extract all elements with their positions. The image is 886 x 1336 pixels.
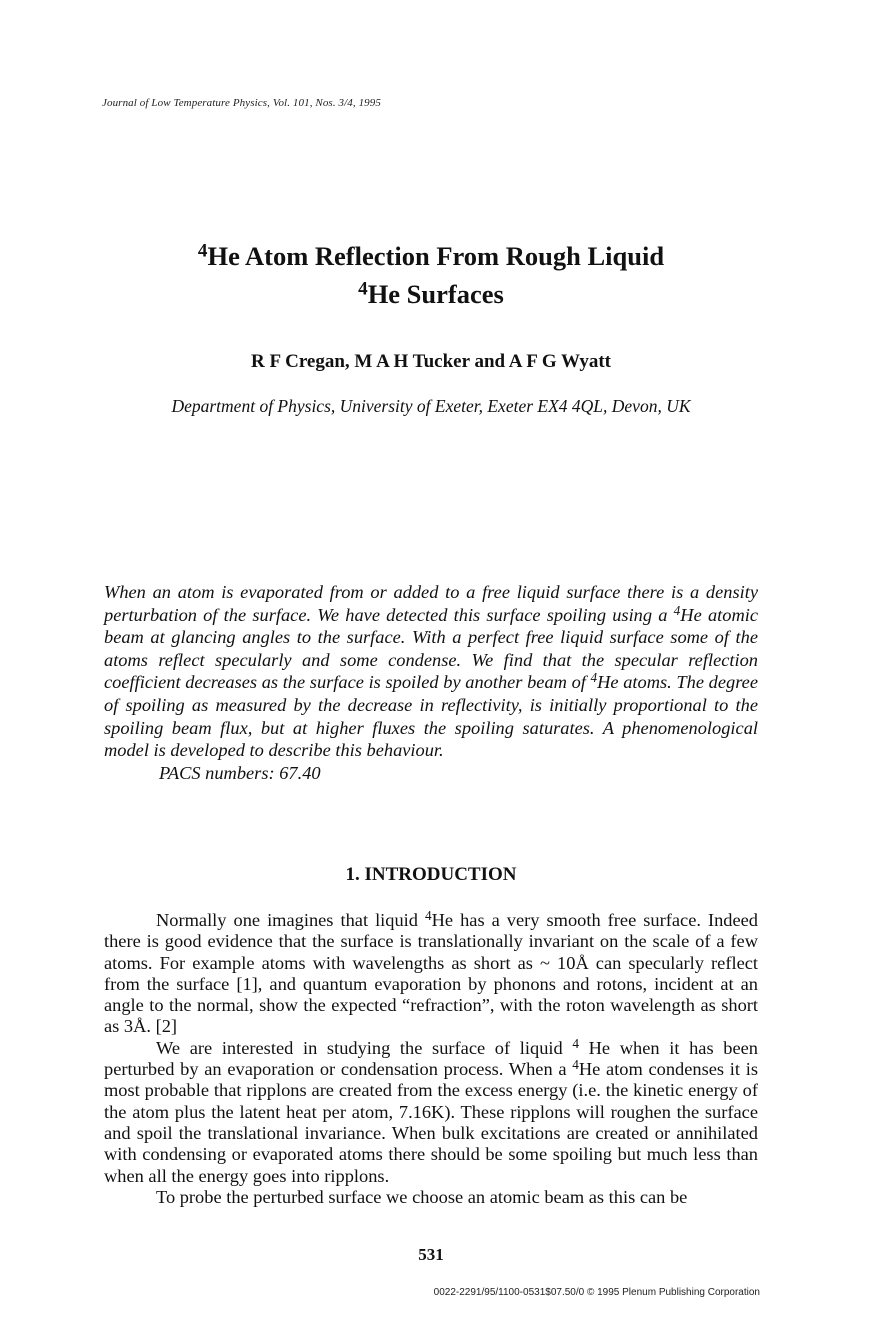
paragraph-text: He has a very smooth free surface. Indeed there is good evidence that the surface is translationally invariant on the scale of a few atoms. For example atoms with wavelengths as short as ~ 10Å can specularly reflect from the surface [1], and quantum evaporation by phonons and rotons, incident at an angle to the normal, show the expected “refraction”, with the roton wavelength as short as 3Å. [2] <box>104 910 759 1037</box>
superscript: 4 <box>425 908 432 924</box>
affiliation: Department of Physics, University of Exeter, Exeter EX4 4QL, Devon, UK <box>171 396 691 416</box>
page-number: 531 <box>418 1245 444 1264</box>
journal-citation: Journal of Low Temperature Physics, Vol. 101, Nos. 3/4, 1995 <box>102 97 381 109</box>
paragraph-text: Normally one imagines that liquid <box>156 910 426 930</box>
abstract-text: When an atom is evaporated from or added to a free liquid surface there is a density perturbation of the surface. We have detected this surface spoiling using a <box>104 582 758 625</box>
title-line-2 <box>0 275 862 313</box>
title-superscript: 4 <box>358 278 368 300</box>
paper-title <box>0 237 862 313</box>
paragraph-text: He when it has been perturbed by an evaporation or condensation process. When a <box>104 1037 759 1080</box>
title-text: He Atom Reflection From Rough Liquid <box>207 241 665 271</box>
paragraph-text: We are interested in studying the surface of liquid <box>156 1037 573 1058</box>
superscript: 4 <box>572 1035 579 1051</box>
paragraph <box>104 910 758 1038</box>
title-superscript: 4 <box>197 240 208 262</box>
abstract <box>104 581 758 784</box>
superscript: 4 <box>572 1057 579 1073</box>
paragraph-text: He atom condenses it is most probable that ripplons are created from the excess energy (i.e. the kinetic energy of the atom plus the latent heat per atom, 7.16K). These ripplons will roughen the surface and spoil the translational invariance. When bulk excitations are created or annihilated with condensing or evaporated atoms there should be some spoiling but much less than when all the energy goes into ripplons. <box>104 1059 758 1186</box>
abstract-superscript: 4 <box>590 670 598 686</box>
abstract-text: He atoms. The degree of spoiling as measured by the decrease in reflectivity, is initially proportional to the spoiling beam flux, but at higher fluxes the spoiling saturates. A phenomenological model is developed to describe this behaviour. <box>104 672 758 761</box>
section-heading-introduction: 1. INTRODUCTION <box>345 864 517 885</box>
paragraph: To probe the perturbed surface we choose an atomic beam as this can be <box>156 1186 688 1207</box>
abstract-text: He atomic beam at glancing angles to the surface. With a perfect free liquid surface some of the atoms reflect specularly and some condense. We find that the specular reflection coefficient decreases as the surface is spoiled by another beam of <box>104 604 758 693</box>
author-list: R F Cregan, M A H Tucker and A F G Wyatt <box>251 351 611 372</box>
pacs-numbers: PACS numbers: 67.40 <box>159 762 321 783</box>
paragraph <box>104 1035 759 1187</box>
introduction-body <box>104 910 758 1208</box>
copyright-notice: 0022-2291/95/1100-0531$07.50/0 © 1995 Plenum Publishing Corporation <box>433 1287 760 1298</box>
title-text: He Surfaces <box>367 279 504 309</box>
title-line-1 <box>0 237 862 275</box>
abstract-superscript: 4 <box>673 602 681 618</box>
